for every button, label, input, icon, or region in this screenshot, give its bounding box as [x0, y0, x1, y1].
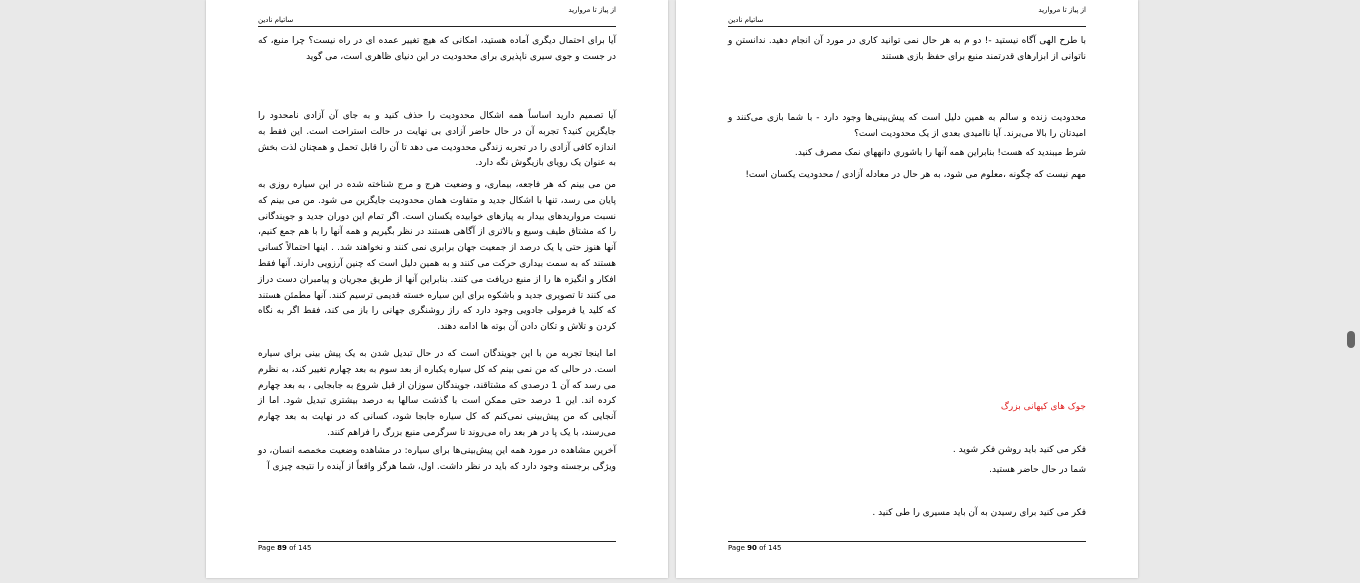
- footer-suffix: of 145: [286, 544, 312, 552]
- page-header: [728, 6, 1086, 27]
- vertical-scrollbar[interactable]: [1344, 0, 1360, 583]
- paragraph-2: آیا تصمیم دارید اساساً همه اشکال محدودیت را حذف کنید و به جای آن آزادی نامحدود را جایگزین کنید؟ تجربه آن در حال حاضر آزادی بی نهایت در حالت استراحت است. این فقط به اندازه کافی آزادی را در تجربه زندگی محدودیت می دهد تا آن را قابل تحمل و همچنان لذت بخش به عنوان یک رویای بازیگوش نگه دارد.: [258, 111, 616, 169]
- paragraph-4: مهم نیست که چگونه ،معلوم می شود، به هر حال در معادله آزادی / محدودیت یکسان است!: [745, 170, 1086, 180]
- scrollbar-thumb[interactable]: [1347, 331, 1355, 348]
- paragraph-2: محدودیت زنده و سالم به همین دلیل است که پیش‌بینی‌ها وجود دارد - با شما بازی می‌کنند و امیدتان را بالا می‌برند. آیا ناامیدی بعدی از یک محدودیت است؟: [728, 113, 1086, 139]
- footer-prefix: Page: [258, 544, 278, 552]
- section-heading: جوک های کیهانی بزرگ: [1000, 402, 1086, 412]
- pdf-page-89: [206, 0, 668, 578]
- paragraph-1: آیا برای احتمال دیگری آماده هستید، امکانی که هیچ تغییر عمده ای در راه نیست؟ چرا منبع، که در جست و جوی سیری ناپذیری برای محدودیت در این دنیای ظاهری است، می گوید: [258, 36, 616, 62]
- footer-suffix: of 145: [756, 544, 782, 552]
- paragraph-top: با طرح الهی آگاه نیستید -! دو م به هر حال نمی توانید کاری در مورد آن انجام دهید. ندانستن و ناتوانی از ابزارهای قدرتمند منبع برای حفظ بازی هستند: [728, 36, 1086, 62]
- page-footer: [258, 541, 616, 552]
- header-author: ساتیام نادین: [728, 16, 764, 24]
- section-line-1: فکر می کنید باید روشن فکر شوید .: [952, 445, 1086, 455]
- section-line-3: فکر می کنید برای رسیدن به آن باید مسیری را طی کنید .: [872, 508, 1086, 518]
- header-author: ساتیام نادین: [258, 16, 294, 24]
- paragraph-5: آخرین مشاهده در مورد همه این پیش‌بینی‌ها برای سیاره: در مشاهده وضعیت مخمصه انسان، دو ویژگی برجسته وجود دارد که باید در نظر داشت. اول، شما هرگز واقعاً از آینده را نتیجه چیزی آ: [258, 446, 616, 472]
- section-line-2: شما در حال حاضر هستید.: [989, 465, 1086, 475]
- pdf-page-90: [676, 0, 1138, 578]
- footer-prefix: Page: [728, 544, 748, 552]
- header-book-title: از پیاز تا مروارید: [568, 6, 616, 14]
- page-header: [258, 6, 616, 27]
- paragraph-3: شرط میبندید که هست! بنابراین همه آنها را باشوري دانههاي نمک مصرف کنید.: [794, 148, 1086, 158]
- footer-page-number: 90: [747, 544, 757, 552]
- paragraph-4: اما اینجا تجربه من با این جویندگان است که در حال تبدیل شدن به یک پیش بینی برای سیاره است. در حالی که من نمی بینم که کل سیاره یکباره از بعد سوم به بعد چهارم تغییر کند، به نظرم می رسد که آن 1 درصدی که مشتاقند، جویندگان سوزان از قبل شروع به جابجایی ، به بعد چهارم کرده اند. این 1 درصد حتی ممکن است با گذشت سالها به درصد بیشتری تبدیل شود. اما از آنجایی که من پیش‌بینی نمی‌کنم که کل سیاره جابجا شود، کسانی که در نهایت به بعد چهارم می‌رسند، با یک پا در هر بعد راه می‌روند تا سرگرمی منبع بزرگ را فراهم کنند.: [258, 349, 616, 438]
- footer-page-number: 89: [277, 544, 287, 552]
- header-book-title: از پیاز تا مروارید: [1038, 6, 1086, 14]
- paragraph-3: من می بینم که هر فاجعه، بیماری، و وضعیت هرج و مرج شناخته شده در این سیاره روزی به پایان می رسد، تنها با اشکال جدید و متفاوت همان محدودیت جایگزین می شود. من می بینم که نسبت مرواریدهای بیدار به پیازهای خوابیده یکسان است. اگر تمام این دوران جدید و جویندگانی را که مشتاق طیف وسیع و بالاتری از آگاهی هستند در نظر بگیریم و همه آنها را با هم جمع کنیم، آنها هنوز حتی یا یک درصد از جمعیت جهان برابری نمی کنند و نخواهند شد. . اینها احتمالاً کسانی هستند که به سمت بیداری حرکت می کنند و به همین دلیل است که چنین آرزویی دارند. آنها فقط افکار و انگیزه ها را از منبع دریافت می کنند. بنابراین آنها از طریق مجریان و پیامبران دست دراز می کنند تا تصویری جدید و باشکوه برای این سیاره خسته قدیمی ترسیم کنند. آنها مطمئن هستند که کلید یا فرمولی جادویی وجود دارد که راز روشنگری جهانی را باز می کند، فقط اگر به نگاه کردن و تلاش و تکان دادن آن بوته ها ادامه دهند.: [258, 180, 616, 333]
- page-footer: [728, 541, 1086, 552]
